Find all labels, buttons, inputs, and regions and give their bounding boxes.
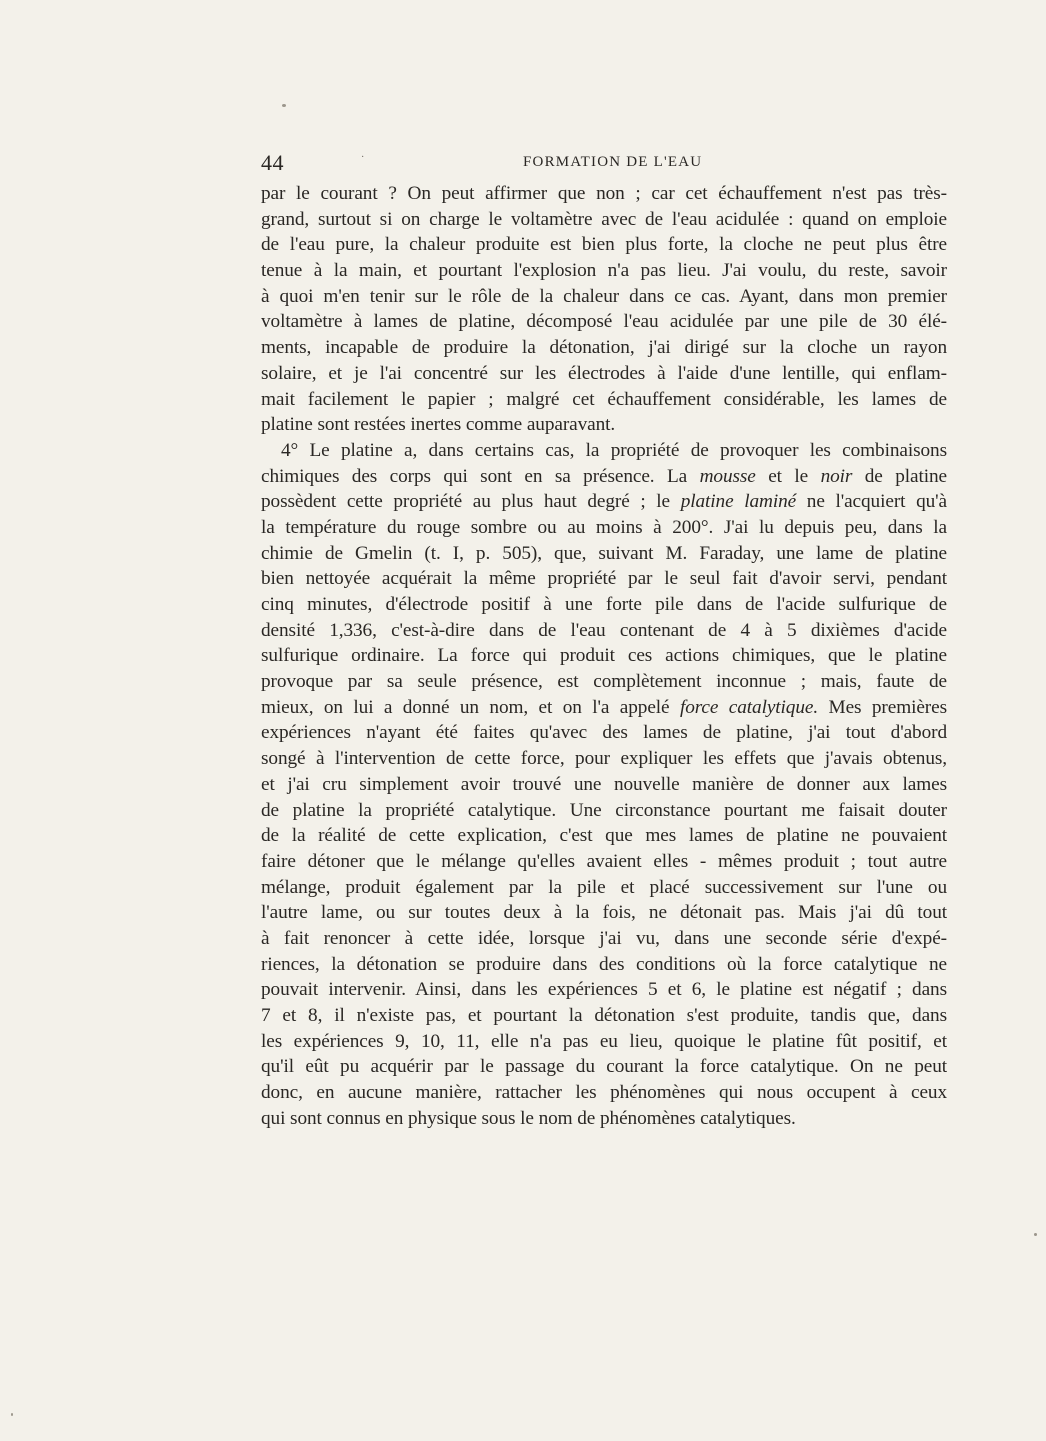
text-line: cinq minutes, d'électrode positif à une forte pile dans de l'acide sulfurique de — [261, 594, 947, 615]
text-line: bien nettoyée acquérait la même propriété par le seul fait d'avoir servi, pendant — [261, 568, 947, 590]
text-line: et j'ai cru simplement avoir trouvé une nouvelle manière de donner aux lames — [261, 773, 947, 795]
paper-speck — [1034, 1233, 1037, 1236]
text-line: tenue à la main, et pourtant l'explosion n'a pas lieu. J'ai voulu, du reste, savoir — [261, 260, 947, 282]
text-line — [261, 464, 947, 490]
text-line: à quoi m'en tenir sur le rôle de la chaleur dans ce cas. Ayant, dans mon premier — [261, 285, 947, 307]
text-line: faire détoner que le mélange qu'elles avaient elles - mêmes produit ; tout autre — [261, 850, 947, 872]
text-line: densité 1,336, c'est-à-dire dans de l'eau contenant de 4 à 5 dixièmes d'acide — [261, 619, 947, 641]
text-line: qu'il eût pu acquérir par le passage du courant la force catalytique. On ne peut — [261, 1056, 947, 1078]
text-line: expériences n'ayant été faites qu'avec des lames de platine, j'ai tout d'abord — [261, 722, 947, 744]
text-line: platine sont restées inertes comme auparavant. — [261, 414, 616, 436]
running-title: FORMATION DE L'EAU — [523, 154, 703, 170]
text-line: mait facilement le papier ; malgré cet échauffement considérable, les lames de — [261, 388, 947, 410]
text-line: provoque par sa seule présence, est complètement inconnue ; mais, faute de — [261, 671, 947, 693]
text-line: solaire, et je l'ai concentré sur les électrodes à l'aide d'une lentille, qui enflam- — [261, 362, 947, 384]
text-line: grand, surtout si on charge le voltamètre avec de l'eau acidulée : quand on emploie — [261, 208, 947, 230]
text-run: possèdent cette propriété au plus haut degré ; le — [261, 491, 681, 513]
text-line — [261, 489, 947, 515]
italic-term: mousse — [699, 465, 756, 487]
page-header — [261, 150, 947, 180]
text-line: mélange, produit également par la pile et placé successivement sur l'une ou — [261, 876, 947, 898]
paper-speck — [11, 1413, 13, 1416]
paper-speck — [282, 104, 286, 107]
paragraph-start-line: 4° Le platine a, dans certains cas, la propriété de provoquer les combinaisons — [281, 439, 947, 461]
body-text — [261, 181, 947, 1131]
text-run: chimiques des corps qui sont en sa présence. La — [261, 465, 688, 487]
text-line: l'autre lame, ou sur toutes deux à la fois, ne détonait pas. Mais j'ai dû tout — [261, 902, 947, 924]
text-run: mieux, on lui a donné un nom, et on l'a appelé — [261, 696, 680, 718]
text-line — [261, 695, 947, 721]
text-line: donc, en aucune manière, rattacher les phénomènes qui nous occupent à ceux — [261, 1082, 947, 1104]
text-line: songé à l'intervention de cette force, pour expliquer les effets que j'avais obtenus, — [261, 748, 947, 770]
text-line: de l'eau pure, la chaleur produite est bien plus forte, la cloche ne peut plus être — [261, 234, 947, 256]
text-run: et le — [755, 465, 821, 487]
text-run: Mes premières — [818, 696, 947, 718]
text-line: sulfurique ordinaire. La force qui produit ces actions chimiques, que le platine — [261, 645, 947, 667]
text-line: la température du rouge sombre ou au moins à 200°. J'ai lu depuis peu, dans la — [261, 516, 947, 538]
text-line: à fait renoncer à cette idée, lorsque j'ai vu, dans une seconde série d'expé- — [261, 927, 947, 949]
text-line: de la réalité de cette explication, c'est que mes lames de platine ne pouvaient — [261, 825, 947, 847]
text-run: de platine — [852, 465, 947, 487]
text-line: voltamètre à lames de platine, décomposé l'eau acidulée par une pile de 30 élé- — [261, 311, 947, 333]
text-line: les expériences 9, 10, 11, elle n'a pas eu lieu, quoique le platine fût positif, et — [261, 1030, 947, 1052]
text-line: riences, la détonation se produire dans des conditions où la force catalytique ne — [261, 953, 947, 975]
text-line: 7 et 8, il n'existe pas, et pourtant la détonation s'est produite, tandis que, dans — [261, 1005, 947, 1026]
text-line: chimie de Gmelin (t. I, p. 505), que, suivant M. Faraday, une lame de platine — [261, 542, 947, 564]
text-line: qui sont connus en physique sous le nom de phénomènes catalytiques. — [261, 1107, 796, 1129]
italic-term: noir — [820, 465, 853, 487]
stray-mark: · — [361, 152, 365, 163]
text-line: par le courant ? On peut affirmer que non ; car cet échauffement n'est pas très- — [261, 183, 947, 204]
page-number: 44 — [261, 150, 284, 175]
italic-term: force catalytique. — [679, 696, 819, 718]
italic-term: platine laminé — [680, 491, 797, 513]
text-line: ments, incapable de produire la détonation, j'ai dirigé sur la cloche un rayon — [261, 337, 947, 359]
text-run: ne l'acquiert qu'à — [796, 491, 947, 513]
text-line: de platine la propriété catalytique. Une circonstance pourtant me faisait douter — [261, 799, 947, 821]
text-line: pouvait intervenir. Ainsi, dans les expériences 5 et 6, le platine est négatif ; dans — [261, 979, 947, 1001]
